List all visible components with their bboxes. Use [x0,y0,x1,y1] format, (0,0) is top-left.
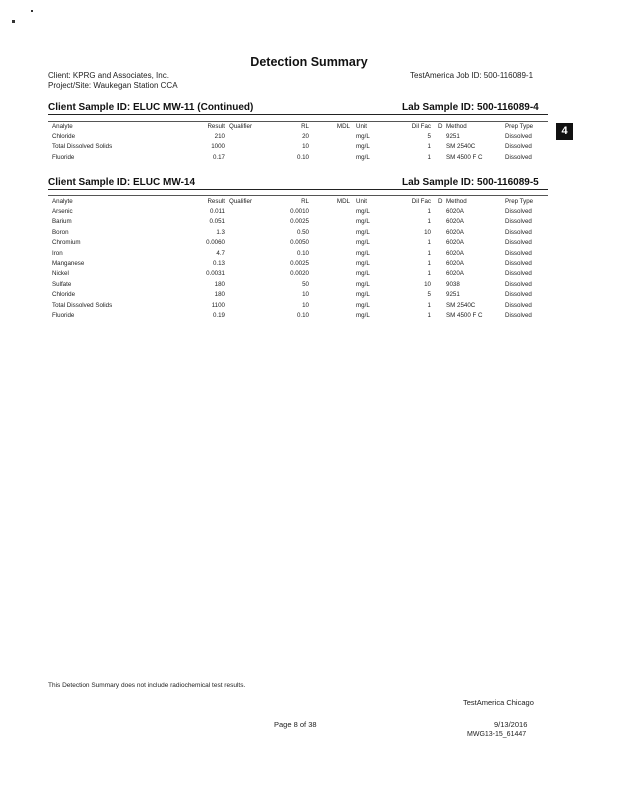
cell-prep-type: Dissolved [505,301,532,309]
cell-result: 180 [214,291,225,299]
cell-method: 6020A [446,260,464,267]
cell-rl: 0.10 [296,153,309,161]
cell-rl: 0.0050 [290,239,309,247]
cell-analyte: Fluoride [52,312,75,319]
cell-dil-fac: 1 [427,153,431,161]
cell-result: 0.051 [209,218,225,226]
column-header-result: Result [207,198,225,205]
scan-mark [31,10,33,12]
cell-rl: 0.0025 [290,218,309,226]
cell-analyte: Chromium [52,239,81,247]
cell-unit: mg/L [356,301,370,309]
client-sample-id: Client Sample ID: ELUC MW-14 [48,177,196,188]
cell-analyte: Sulfate [52,280,72,288]
cell-prep-type: Dissolved [505,208,532,215]
cell-prep-type: Dissolved [505,249,532,257]
cell-analyte: Barium [52,218,72,226]
column-header-analyte: Analyte [52,123,73,130]
cell-unit: mg/L [356,208,370,215]
cell-analyte: Manganese [52,260,85,267]
cell-rl: 10 [302,291,309,299]
page-number: Page 8 of 38 [274,720,317,729]
cell-result: 0.17 [212,153,225,161]
cell-prep-type: Dissolved [505,153,532,161]
cell-result: 0.011 [209,208,225,215]
client-sample-id: Client Sample ID: ELUC MW-11 (Continued) [48,102,254,113]
column-header-rl: RL [301,123,309,130]
cell-method: 6020A [446,218,464,226]
cell-analyte: Arsenic [52,208,73,215]
cell-rl: 0.0025 [290,260,309,267]
header-rule [48,121,548,122]
cell-unit: mg/L [356,249,370,257]
cell-method: 6020A [446,239,464,247]
cell-analyte: Total Dissolved Solids [52,301,113,309]
section-rule [48,114,548,115]
cell-unit: mg/L [356,153,370,161]
cell-prep-type: Dissolved [505,143,532,151]
cell-method: 6020A [446,208,464,215]
column-header-result: Result [207,123,225,130]
cell-rl: 10 [302,143,309,151]
cell-method: 9251 [446,133,460,140]
cell-unit: mg/L [356,260,370,267]
cell-analyte: Nickel [52,270,69,278]
cell-rl: 0.0010 [290,208,309,215]
cell-rl: 0.50 [296,228,309,236]
lab-sample-id: Lab Sample ID: 500-116089-5 [402,177,539,188]
column-header-analyte: Analyte [52,198,73,205]
report-date: 9/13/2016 [494,720,528,729]
cell-dil-fac: 5 [427,291,431,299]
section-rule [48,189,548,190]
footer-note: This Detection Summary does not include radiochemical test results. [48,682,246,689]
cell-unit: mg/L [356,218,370,226]
cell-prep-type: Dissolved [505,239,532,247]
cell-rl: 0.0020 [290,270,309,278]
column-header-method: Method [446,198,467,205]
cell-result: 210 [214,133,225,140]
cell-rl: 10 [302,301,309,309]
cell-result: 0.13 [212,260,225,267]
column-header-d: D [438,198,443,205]
section-tab-marker: 4 [556,123,573,140]
cell-result: 0.0031 [206,270,225,278]
cell-dil-fac: 1 [427,208,431,215]
cell-unit: mg/L [356,312,370,319]
column-header-unit: Unit [356,198,368,205]
cell-method: 6020A [446,270,464,278]
cell-analyte: Boron [52,228,69,236]
cell-prep-type: Dissolved [505,133,532,140]
column-header-dil-fac: Dil Fac [411,198,431,205]
cell-prep-type: Dissolved [505,312,532,319]
cell-method: 6020A [446,228,464,236]
cell-unit: mg/L [356,143,370,151]
column-header-prep-type: Prep Type [505,198,534,205]
cell-unit: mg/L [356,239,370,247]
cell-dil-fac: 1 [427,218,431,226]
cell-analyte: Chloride [52,133,76,140]
lab-sample-id: Lab Sample ID: 500-116089-4 [402,102,539,113]
cell-result: 0.19 [212,312,225,319]
cell-method: 9038 [446,280,460,288]
cell-rl: 50 [302,280,309,288]
header-rule [48,195,548,196]
column-header-prep-type: Prep Type [505,123,534,130]
cell-dil-fac: 1 [427,239,431,247]
cell-prep-type: Dissolved [505,228,532,236]
cell-analyte: Iron [52,249,63,257]
page-title: Detection Summary [250,55,368,69]
cell-rl: 0.10 [296,312,309,319]
column-header-d: D [438,123,443,130]
cell-dil-fac: 1 [427,301,431,309]
cell-dil-fac: 1 [427,260,431,267]
cell-dil-fac: 1 [427,143,431,151]
document-code: MWG13-15_61447 [467,731,527,738]
cell-dil-fac: 10 [424,280,431,288]
cell-dil-fac: 1 [427,312,431,319]
cell-unit: mg/L [356,280,370,288]
cell-rl: 0.10 [296,249,309,257]
cell-result: 1100 [211,301,225,309]
cell-method: SM 2540C [446,301,476,309]
cell-method: 6020A [446,249,464,257]
cell-method: SM 2540C [446,143,476,151]
cell-dil-fac: 1 [427,270,431,278]
client-name: Client: KPRG and Associates, Inc. [48,71,169,80]
project-site: Project/Site: Waukegan Station CCA [48,81,178,90]
scan-mark [12,20,15,23]
lab-name: TestAmerica Chicago [463,698,534,707]
cell-analyte: Fluoride [52,153,75,161]
cell-prep-type: Dissolved [505,218,532,226]
job-id: TestAmerica Job ID: 500-116089-1 [410,71,534,80]
cell-unit: mg/L [356,133,370,140]
column-header-qualifier: Qualifier [229,198,253,205]
cell-dil-fac: 10 [424,228,431,236]
cell-prep-type: Dissolved [505,270,532,278]
cell-analyte: Total Dissolved Solids [52,143,113,151]
cell-unit: mg/L [356,270,370,278]
column-header-method: Method [446,123,467,130]
cell-rl: 20 [302,133,309,140]
cell-analyte: Chloride [52,291,76,299]
column-header-mdl: MDL [336,198,350,205]
cell-prep-type: Dissolved [505,280,532,288]
cell-method: SM 4500 F C [446,312,483,319]
cell-result: 0.0060 [206,239,225,247]
column-header-unit: Unit [356,123,368,130]
cell-method: 9251 [446,291,460,299]
cell-result: 1.3 [216,228,225,236]
cell-result: 1000 [211,143,225,151]
cell-prep-type: Dissolved [505,291,532,299]
column-header-rl: RL [301,198,309,205]
column-header-dil-fac: Dil Fac [411,123,431,130]
column-header-qualifier: Qualifier [229,123,253,130]
cell-unit: mg/L [356,291,370,299]
cell-dil-fac: 1 [427,249,431,257]
cell-result: 4.7 [216,249,225,257]
cell-dil-fac: 5 [427,133,431,140]
cell-prep-type: Dissolved [505,260,532,267]
cell-unit: mg/L [356,228,370,236]
cell-result: 180 [214,280,225,288]
cell-method: SM 4500 F C [446,153,483,161]
column-header-mdl: MDL [336,123,350,130]
